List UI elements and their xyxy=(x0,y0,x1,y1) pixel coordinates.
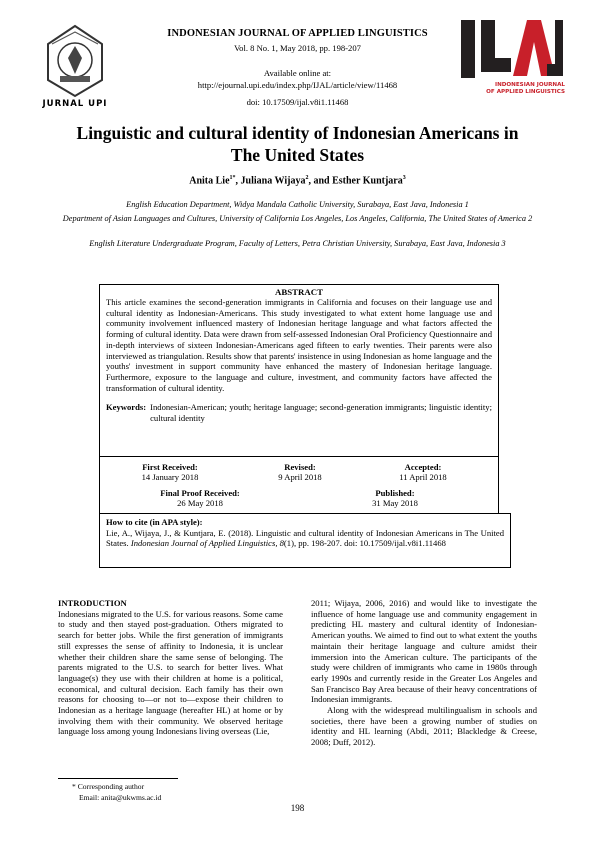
left-logo-text: JURNAL UPI xyxy=(42,99,108,109)
revised-label: Revised: xyxy=(284,462,316,472)
published-value: 31 May 2018 xyxy=(372,498,418,508)
footnote-rule xyxy=(58,778,178,779)
citation-label: How to cite (in APA style): xyxy=(106,517,203,527)
abstract-box xyxy=(99,284,499,457)
final-proof xyxy=(145,488,255,508)
citation-journal: Indonesian Journal of Applied Linguistics, 8 xyxy=(130,538,284,549)
intro-left-column xyxy=(58,598,283,737)
accepted-value: 11 April 2018 xyxy=(399,472,447,482)
accepted xyxy=(383,462,463,482)
first-received-value: 14 January 2018 xyxy=(141,472,199,482)
article-doi[interactable]: doi: 10.17509/ijal.v8i1.11468 xyxy=(246,97,349,107)
affiliation-1: English Education Department, Widya Mandala Catholic University, Surabaya, East Java, Indonesia 1 xyxy=(126,200,469,209)
first-received xyxy=(130,462,210,482)
footnote-corresponding: * Corresponding author xyxy=(72,782,145,791)
intro-right-column xyxy=(311,598,537,748)
final-proof-label: Final Proof Received: xyxy=(160,488,240,498)
journal-volume: Vol. 8 No. 1, May 2018, pp. 198-207 xyxy=(234,43,361,53)
right-logo-line1: INDONESIAN JOURNAL xyxy=(495,82,565,88)
footnote-email[interactable]: Email: anita@ukwms.ac.id xyxy=(79,793,162,802)
abstract-text: This article examines the second-generation immigrants in California and focuses on their language use and cultural identity as Indonesian-Americans. This study investigated to what extent home language use and community involvement influenced mastery of Indonesian heritage language and what factors affected the forming of cultural identity. Data were drawn from self-assessed Indonesian Oral Proficiency Questionnaire and in-depth interviews of sixteen Indonesian-Americans aged fifteen to early twenties. Their parents were also interviewed as triangulation. Results show that parents' insistence in using Indonesian as home language and the youths' investment in support community have enhanced the mastery of Indonesian heritage language. Furthermore, exposure to the language and culture, investment, and community factors have affected the transformation of cultural identity. xyxy=(106,297,492,393)
revised xyxy=(260,462,340,482)
revised-value: 9 April 2018 xyxy=(278,472,322,482)
final-proof-value: 26 May 2018 xyxy=(177,498,223,508)
affiliation-2: Department of Asian Languages and Cultures, University of California Los Angeles, Los Angeles, California, The United States of America 2 xyxy=(62,214,533,223)
keywords-text: Indonesian-American; youth; heritage language; second-generation immigrants; linguistic identity; cultural identity xyxy=(150,402,492,424)
article-url[interactable]: http://ejournal.upi.edu/index.php/IJAL/article/view/11468 xyxy=(197,80,398,90)
jurnal-upi-logo xyxy=(30,22,120,112)
published xyxy=(355,488,435,508)
intro-right-p2: Along with the widespread multilingualism in schools and societies, there have been a growing number of studies on identity and HL learning (Abdi, 2011; Blackledge & Creese, 2008; Duff, 2012). xyxy=(311,705,537,748)
dates-box xyxy=(99,456,499,514)
published-label: Published: xyxy=(375,488,415,498)
paper-title xyxy=(70,122,525,166)
title-line-2: The United States xyxy=(230,145,365,165)
ijal-logo xyxy=(455,18,565,108)
keywords-row xyxy=(100,402,498,423)
abstract-heading: ABSTRACT xyxy=(275,287,323,297)
affiliation-3: English Literature Undergraduate Program, Faculty of Letters, Petra Christian University, Surabaya, East Java, Indonesia 3 xyxy=(89,239,506,248)
intro-right-p1: 2011; Wijaya, 2006, 2016) and would like to investigate the influence of home language use and community engagement in predicting HL mastery and cultural identity of Indonesian-American youths. We aimed to find out to what extent the youths maintain their heritage language and culture amidst their immersion into the American culture. The participants of the study were children of immigrants who came in 1980s through early 1990s and currently reside in the Greater Los Angeles and San Francisco Bay Area because of their heavy concentrations of Indonesian immigrants. xyxy=(311,598,537,705)
right-logo-line2: OF APPLIED LINGUISTICS xyxy=(486,89,565,95)
citation-box xyxy=(99,513,511,568)
citation-text xyxy=(106,528,504,549)
accepted-label: Accepted: xyxy=(404,462,442,472)
journal-name: INDONESIAN JOURNAL OF APPLIED LINGUISTICS xyxy=(167,28,428,39)
citation-text-a: Lie, A., Wijaya, J., & Kuntjara, E. (2018). Linguistic and cultural identity of Indonesian Americans in The United States. xyxy=(106,527,504,549)
available-online: Available online at: xyxy=(263,68,332,78)
citation-text-b: (1), pp. 198-207. doi: 10.17509/ijal.v8i1.11468 xyxy=(283,538,446,549)
keywords-label: Keywords: xyxy=(106,402,147,413)
authors: Anita Lie$^{1*}$, Juliana Wijaya$^2$, and Esther Kuntjara$^3$ xyxy=(189,175,406,187)
first-received-label: First Received: xyxy=(142,462,198,472)
intro-heading: INTRODUCTION xyxy=(58,598,127,608)
title-line-1: Linguistic and cultural identity of Indonesian Americans in xyxy=(76,123,519,143)
intro-left-text: Indonesians migrated to the U.S. for various reasons. Some came to study and then stayed post-graduation. Others migrated to search for better jobs. While the first generation of immigrants still expresses the sense of affinity to Indonesia, it is unclear whether their children share the same sense of belonging. The parents migrated to the U.S. to search for better lives. What language(s) they use with their children at home is a political, economical, and cultural decision. Each family has their own reasons for choosing to—or not to—expose their children to Indonesian as a heritage language (hereafter HL) at home or by involving them with their community. We observed heritage language loss among young Indonesians living overseas (Lie, xyxy=(58,608,283,737)
page-number: 198 xyxy=(290,803,305,813)
ijal-logo-icon xyxy=(455,18,565,80)
